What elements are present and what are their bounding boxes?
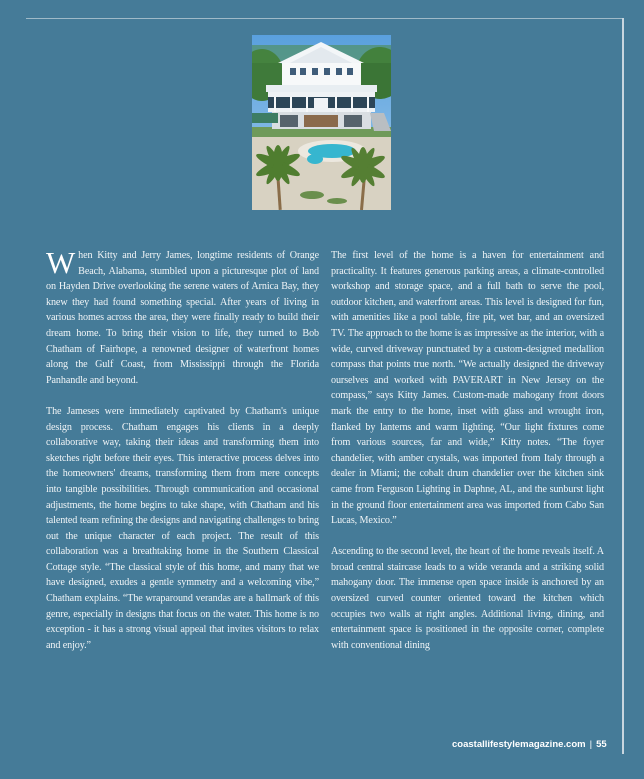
footer-separator: |: [589, 739, 593, 750]
footer-website: coastallifestylemagazine.com: [452, 739, 586, 750]
left-paragraph-1-text: hen Kitty and Jerry James, longtime residents of Orange Beach, Alabama, stumbled upon a picturesque plot of land on Hayden Drive overlooking the serene waters of Arnica Bay, they knew they had found something special. After years of living in various homes across the area, they were finally ready to build their dream home. To bring their vision to life, they turned to Bob Chatham of Fairhope, a renowned designer of waterfront homes along the Gulf Coast, from Mississippi through the Florida Panhandle and beyond.: [46, 250, 319, 386]
article-left-column: [46, 245, 319, 669]
right-paragraph-1: The first level of the home is a haven for entertainment and practicality. It features generous parking areas, a climate-controlled workshop and storage space, and a full bath to serve the pool, outdoor kitchen, and waterfront areas. This level is designed for fun, with amenities like a pool table, fire pit, wet bar, and an oversized TV. The approach to the home is as impressive as the interior, with a wide, curved driveway punctuated by a custom-designed medallion compass that points true north. “We actually designed the driveway ourselves and worked with PAVERART in New Jersey on the compass,” says Kitty James. Custom-made mahogany front doors mark the entry to the home, inset with glass and wrought iron, flanked by lanterns and warm lighting. “Our light fixtures come from various sources, far and wide,” Kitty notes. “The foyer chandelier, with amber crystals, was imported from Italy through a dealer in Miami; the cobalt drum chandelier over the kitchen sink came from Ferguson Lighting in Daphne, AL, and the sunburst light in the ground floor entertainment area was imported from Cabo San Lucas, Mexico.”: [331, 250, 604, 527]
page-footer: [452, 739, 607, 753]
article-right-column: [331, 248, 604, 669]
top-border-rule: [26, 18, 622, 19]
drop-cap: W: [46, 245, 76, 280]
page-number: 55: [596, 739, 607, 750]
right-border-rule: [622, 18, 624, 754]
right-paragraph-2: Ascending to the second level, the heart of the home reveals itself. A broad central staircase leads to a wide veranda and a striking solid mahogany door. The immense open space inside is anchored by an oversized curved counter oriented toward the kitchen which occupies two walls at right angles. Additional living, dining, and entertainment space is positioned in the opposite corner, complete with conventional dining: [331, 546, 604, 651]
left-paragraph-2: The Jameses were immediately captivated by Chatham's unique design process. Chatham engages his clients in a deeply collaborative way, taking their ideas and transforming them into sketches right before their eyes. This interactive process delves into the homeowners' dreams, transforming them from mere concepts into tangible possibilities. Through communication and occasional adjustments, the home begins to take shape, with Chatham and his talented team refining the designs and navigating challenges to bring out the unique character of each project. The result of this collaboration was a breathtaking home in the Southern Classical Cottage style. “The classical style of this home, and many that we have designed, exudes a gentle symmetry and a welcoming vibe,” Chatham explains. “The wraparound verandas are a hallmark of this genre, especially in designs that focus on the water. This home is no exception - it has a strong visual appeal that invites visitors to relax and enjoy.”: [46, 405, 319, 651]
left-paragraph-1: [46, 245, 319, 388]
home-aerial-photo: [252, 35, 391, 210]
